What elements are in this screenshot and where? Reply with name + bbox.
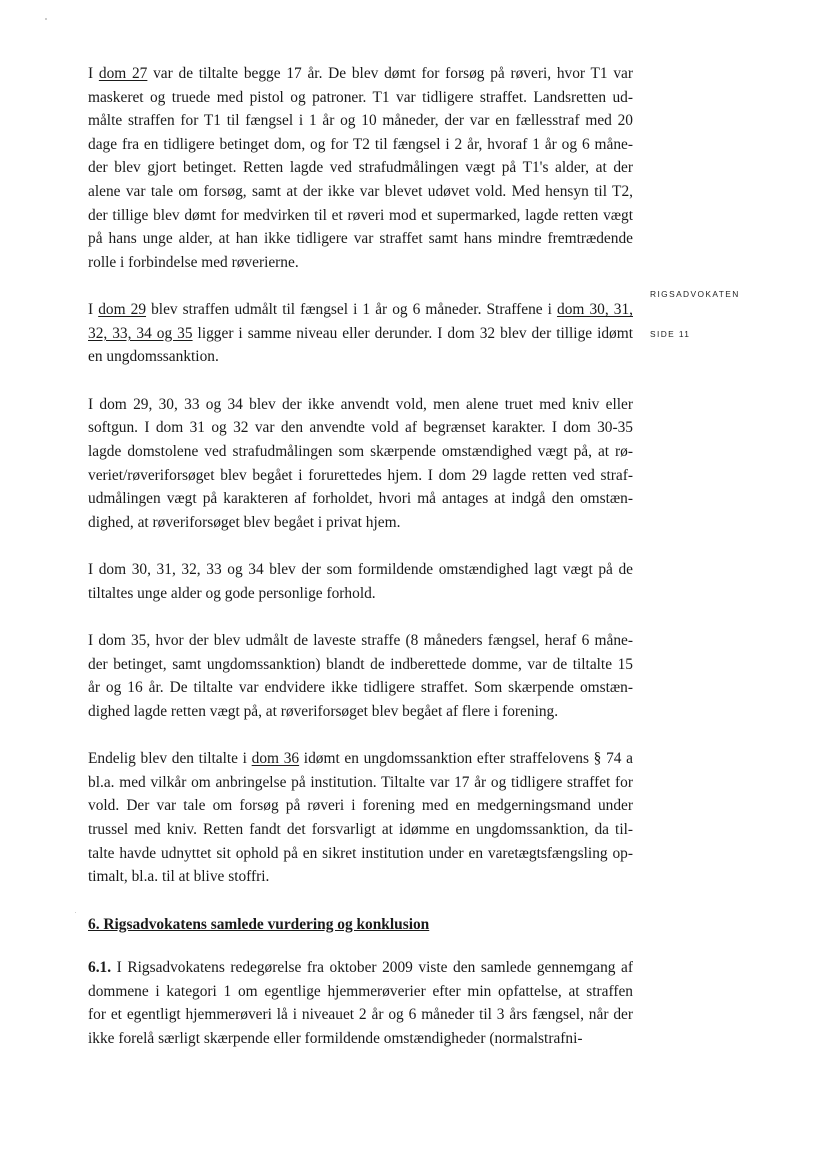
text-line bbox=[88, 794, 633, 818]
text-run: trussel med kniv. Retten fandt det forsvarligt at idømme en ungdomssanktion, da til- bbox=[88, 821, 633, 839]
text-line bbox=[88, 1027, 633, 1051]
text-line bbox=[88, 629, 633, 653]
paragraph-dom-36 bbox=[88, 747, 633, 889]
text-run: udmålingen vægt på karakteren af forholdet, hvori må antages at indgå den omstæn- bbox=[88, 490, 633, 508]
text-run: lagde domstolene ved strafudmålingen som skærpende omstændighed vægt på, at rø- bbox=[88, 442, 633, 460]
text-run: veriet/røveriforsøget blev begået i forurettedes hjem. I dom 29 lagde retten ved straf- bbox=[88, 466, 633, 484]
text-line bbox=[88, 676, 633, 700]
text-line bbox=[88, 842, 633, 866]
text-run: maskeret og truede med pistol og patroner. T1 var tidligere straffet. Landsretten ud- bbox=[88, 88, 633, 106]
text-line bbox=[88, 1003, 633, 1027]
text-run: timalt, bl.a. til at blive stoffri. bbox=[88, 868, 270, 886]
text-line bbox=[88, 487, 633, 511]
text-run: tiltaltes unge alder og gode personlige forhold. bbox=[88, 584, 376, 602]
text-run: bl.a. med vilkår om anbringelse på institution. Tiltalte var 17 år og tidligere straffet for bbox=[88, 773, 633, 791]
text-line bbox=[88, 62, 633, 86]
text-run: år og 16 år. De tiltalte var endvidere ikke tidligere straffet. Som skærpende omstæn- bbox=[88, 679, 633, 697]
scan-speck bbox=[75, 912, 76, 913]
text-line bbox=[88, 133, 633, 157]
text-run: for et egentligt hjemmerøveri lå i niveauet 2 år og 6 måneder til 3 års fængsel, når der bbox=[88, 1006, 633, 1024]
text-run: dighed lagde retten vægt på, at røveriforsøget blev begået af flere i forening. bbox=[88, 702, 559, 720]
paragraph-dom-35 bbox=[88, 629, 633, 723]
text-line bbox=[88, 771, 633, 795]
text-line bbox=[88, 818, 633, 842]
section-number: 6.1. bbox=[88, 959, 112, 977]
text-run: I dom 30, 31, 32, 33 og 34 blev der som formildende omstændighed lagt vægt på de bbox=[88, 561, 633, 579]
text-line bbox=[88, 653, 633, 677]
case-reference: 32, 33, 34 og 35 bbox=[88, 324, 193, 342]
text-run: Endelig blev den tiltalte i bbox=[88, 750, 252, 768]
text-line bbox=[88, 251, 633, 275]
text-run: talte havde udnyttet sit ophold på en sikret institution under en varetægtsfængsling op- bbox=[88, 844, 633, 862]
paragraph-mitigating bbox=[88, 558, 633, 605]
text-line bbox=[88, 700, 633, 724]
page-number: SIDE 11 bbox=[650, 329, 691, 339]
text-run: dommene i kategori 1 om egentlige hjemmerøverier efter min opfattelse, at straffen bbox=[88, 982, 633, 1000]
text-run: dage fra en tidligere betinget dom, og for T2 til fængsel i 2 år, hvoraf 1 år og 6 måne- bbox=[88, 135, 633, 153]
text-run: I dom 29, 30, 33 og 34 blev der ikke anvendt vold, men alene truet med kniv eller bbox=[88, 395, 633, 413]
case-reference: dom 30, 31, bbox=[557, 301, 633, 319]
scan-speck bbox=[45, 18, 47, 20]
text-run: der tillige blev dømt for medvirken til et røveri mod et supermarked, lagde retten vægt bbox=[88, 206, 633, 224]
text-run: målte straffen for T1 til fængsel i 1 år og 10 måneder, der var en fællesstraf med 20 bbox=[88, 112, 633, 130]
section-heading: 6. Rigsadvokatens samlede vurdering og konklusion bbox=[88, 915, 430, 933]
text-line bbox=[88, 180, 633, 204]
text-run: vold. Der var tale om forsøg på røveri i forening med en medgerningsmand under bbox=[88, 797, 633, 815]
text-run: ligger i samme niveau eller derunder. I dom 32 blev der tillige idømt bbox=[192, 324, 633, 342]
text-run: idømt en ungdomssanktion efter straffelovens § 74 a bbox=[299, 750, 633, 768]
text-line bbox=[88, 109, 633, 133]
text-run: dighed, at røveriforsøget blev begået i privat hjem. bbox=[88, 513, 401, 531]
text-run: alene var tale om forsøg, samt at der ikke var blevet udøvet vold. Med hensyn til T2, bbox=[88, 182, 633, 200]
text-line bbox=[88, 464, 633, 488]
text-line bbox=[88, 416, 633, 440]
text-line bbox=[88, 956, 633, 980]
text-run: rolle i forbindelse med røverierne. bbox=[88, 253, 299, 271]
text-line bbox=[88, 345, 633, 369]
text-line bbox=[88, 322, 633, 346]
paragraph-violence bbox=[88, 393, 633, 535]
text-line bbox=[88, 980, 633, 1004]
case-reference: dom 36 bbox=[251, 750, 300, 768]
text-line bbox=[88, 440, 633, 464]
paragraph-dom-27 bbox=[88, 62, 633, 274]
text-line bbox=[88, 582, 633, 606]
text-run: der betinget, samt ungdomssanktion) blandt de indberettede domme, var de tiltalte 15 bbox=[88, 655, 633, 673]
text-line bbox=[88, 511, 633, 535]
text-line bbox=[88, 204, 633, 228]
text-run: I bbox=[88, 301, 99, 319]
case-reference: dom 29 bbox=[98, 301, 147, 319]
text-run: I bbox=[88, 65, 99, 82]
text-run: var de tiltalte begge 17 år. De blev dømt for forsøg på røveri, hvor T1 var bbox=[147, 65, 633, 82]
text-line bbox=[88, 558, 633, 582]
text-line bbox=[88, 747, 633, 771]
paragraph-dom-29 bbox=[88, 298, 633, 369]
case-reference: dom 27 bbox=[98, 65, 148, 82]
text-line bbox=[88, 865, 633, 889]
text-line bbox=[88, 156, 633, 180]
document-body bbox=[88, 62, 633, 1074]
text-run: på hans unge alder, at han ikke tidligere var straffet samt hans mindre fremtrædende bbox=[88, 230, 633, 248]
text-run: I dom 35, hvor der blev udmålt de laveste straffe (8 måneders fængsel, heraf 6 måne- bbox=[88, 632, 633, 650]
text-run: blev straffen udmålt til fængsel i 1 år og 6 måneder. Straffene i bbox=[146, 301, 558, 319]
text-run: softgun. I dom 31 og 32 var den anvendte vold af begrænset karakter. I dom 30-35 bbox=[88, 419, 633, 437]
paragraph-6-1 bbox=[88, 956, 633, 1050]
text-run: en ungdomssanktion. bbox=[88, 348, 219, 366]
text-run: der blev gjort betinget. Retten lagde ved strafudmålingen vægt på T1's alder, at der bbox=[88, 159, 633, 177]
text-line bbox=[88, 227, 633, 251]
text-line bbox=[88, 393, 633, 417]
text-run: ikke forelå særligt skærpende eller formildende omstændigheder (normalstrafni- bbox=[88, 1029, 583, 1047]
text-run: I Rigsadvokatens redegørelse fra oktober 2009 viste den samlede gennemgang af bbox=[111, 959, 633, 977]
text-line bbox=[88, 86, 633, 110]
text-line bbox=[88, 298, 633, 322]
office-label: RIGSADVOKATEN bbox=[650, 289, 740, 299]
